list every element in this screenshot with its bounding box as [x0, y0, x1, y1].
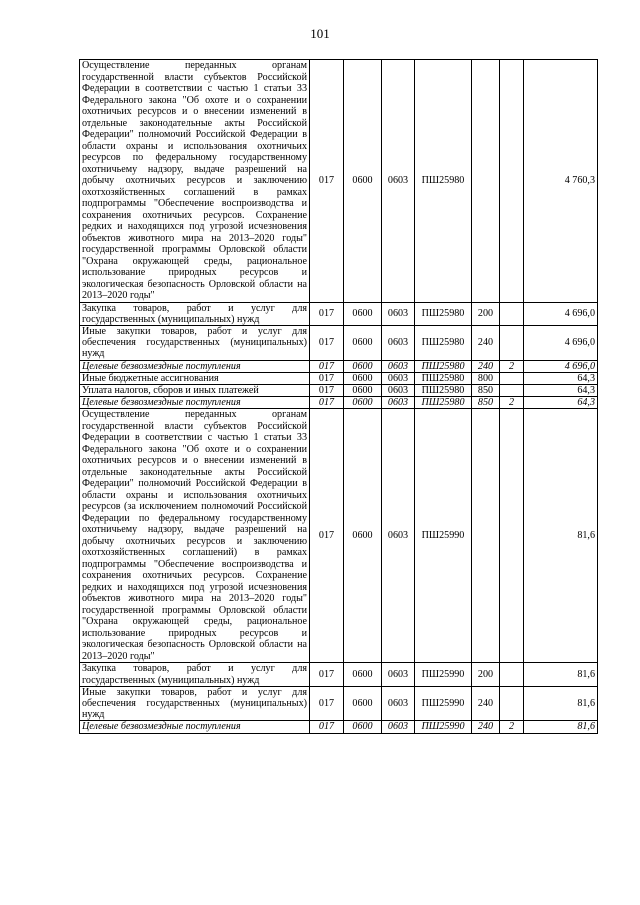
sum-cell: 4 696,0	[524, 360, 598, 372]
rz-cell: 0600	[344, 384, 382, 396]
sum-cell: 4 696,0	[524, 302, 598, 325]
row-name-cell: Закупка товаров, работ и услуг для государственных (муниципальных) нужд	[80, 302, 310, 325]
sum-cell: 81,6	[524, 721, 598, 733]
pr-cell: 0603	[382, 397, 415, 409]
csr-cell: ПШ25980	[415, 372, 472, 384]
sum-cell: 4 760,3	[524, 60, 598, 303]
gr-cell: 017	[310, 372, 344, 384]
vr-cell: 850	[472, 384, 500, 396]
pr-cell: 0603	[382, 721, 415, 733]
row-name-cell: Уплата налогов, сборов и иных платежей	[80, 384, 310, 396]
row-name-cell: Иные бюджетные ассигнования	[80, 372, 310, 384]
row-name-cell: Иные закупки товаров, работ и услуг для обеспечения государственных (муниципальных) нужд	[80, 325, 310, 360]
gr-cell: 017	[310, 60, 344, 303]
ist-cell	[500, 302, 524, 325]
gr-cell: 017	[310, 721, 344, 733]
pr-cell: 0603	[382, 686, 415, 721]
sum-cell: 81,6	[524, 409, 598, 663]
vr-cell: 240	[472, 325, 500, 360]
rz-cell: 0600	[344, 325, 382, 360]
row-name-cell: Иные закупки товаров, работ и услуг для обеспечения государственных (муниципальных) нужд	[80, 686, 310, 721]
gr-cell: 017	[310, 397, 344, 409]
rz-cell: 0600	[344, 409, 382, 663]
row-name-cell: Целевые безвозмездные поступления	[80, 721, 310, 733]
vr-cell: 850	[472, 397, 500, 409]
table-row	[80, 360, 598, 372]
csr-cell: ПШ25980	[415, 397, 472, 409]
sum-cell: 81,6	[524, 663, 598, 686]
ist-cell	[500, 384, 524, 396]
sum-cell: 4 696,0	[524, 325, 598, 360]
rz-cell: 0600	[344, 302, 382, 325]
csr-cell: ПШ25980	[415, 384, 472, 396]
rz-cell: 0600	[344, 60, 382, 303]
ist-cell	[500, 686, 524, 721]
csr-cell: ПШ25980	[415, 302, 472, 325]
pr-cell: 0603	[382, 360, 415, 372]
gr-cell: 017	[310, 325, 344, 360]
table-row	[80, 409, 598, 663]
pr-cell: 0603	[382, 325, 415, 360]
table-row	[80, 663, 598, 686]
table-row	[80, 721, 598, 733]
ist-cell	[500, 372, 524, 384]
gr-cell: 017	[310, 409, 344, 663]
vr-cell	[472, 60, 500, 303]
rz-cell: 0600	[344, 663, 382, 686]
ist-cell	[500, 663, 524, 686]
gr-cell: 017	[310, 686, 344, 721]
csr-cell: ПШ25980	[415, 60, 472, 303]
table-row	[80, 60, 598, 303]
csr-cell: ПШ25990	[415, 721, 472, 733]
vr-cell: 240	[472, 360, 500, 372]
csr-cell: ПШ25990	[415, 409, 472, 663]
row-name-cell: Закупка товаров, работ и услуг для государственных (муниципальных) нужд	[80, 663, 310, 686]
vr-cell	[472, 409, 500, 663]
row-name-cell: Целевые безвозмездные поступления	[80, 397, 310, 409]
rz-cell: 0600	[344, 360, 382, 372]
vr-cell: 240	[472, 721, 500, 733]
table-body	[80, 60, 598, 734]
vr-cell: 200	[472, 302, 500, 325]
table-row	[80, 397, 598, 409]
gr-cell: 017	[310, 360, 344, 372]
csr-cell: ПШ25980	[415, 325, 472, 360]
table-row	[80, 302, 598, 325]
page-number: 101	[310, 26, 330, 41]
pr-cell: 0603	[382, 663, 415, 686]
table-row	[80, 686, 598, 721]
ist-cell	[500, 325, 524, 360]
sum-cell: 64,3	[524, 372, 598, 384]
pr-cell: 0603	[382, 409, 415, 663]
row-name-cell: Осуществление переданных органам государственной власти субъектов Российской Федерации в соответствии с частью 1 статьи 33 Федерального закона "Об охоте и о сохранении охотничьих ресурсов и о внесении изменений в отдельные законодательные акты Российской Федерации" полномочий Российской Федерации в области охраны и использования охотничьих ресурсов (за исключением полномочий Российской Федерации по федеральному государственному охотничьему надзору, выдаче разрешений на добычу охотничьих ресурсов и заключению охотхозяйственных соглашений) в рамках подпрограммы "Обеспечение воспроизводства и сохранения охотничьих ресурсов. Сохранение редких и находящихся под угрозой исчезновения объектов животного мира на 2013–2020 годы" государственной программы Орловской области "Охрана окружающей среды, рациональное использование природных ресурсов и экологическая безопасность Орловской области на 2013–2020 годы"	[80, 409, 310, 663]
sum-cell: 64,3	[524, 397, 598, 409]
ist-cell: 2	[500, 397, 524, 409]
table-row	[80, 325, 598, 360]
rz-cell: 0600	[344, 397, 382, 409]
pr-cell: 0603	[382, 384, 415, 396]
rz-cell: 0600	[344, 721, 382, 733]
pr-cell: 0603	[382, 372, 415, 384]
ist-cell: 2	[500, 360, 524, 372]
rz-cell: 0600	[344, 372, 382, 384]
table-row	[80, 384, 598, 396]
csr-cell: ПШ25990	[415, 663, 472, 686]
row-name-cell: Целевые безвозмездные поступления	[80, 360, 310, 372]
vr-cell: 240	[472, 686, 500, 721]
row-name-cell: Осуществление переданных органам государственной власти субъектов Российской Федерации в соответствии с частью 1 статьи 33 Федерального закона "Об охоте и о сохранении охотничьих ресурсов и о внесении изменений в отдельные законодательные акты Российской Федерации" полномочий Российской Федерации в области охраны и использования охотничьих ресурсов по федеральному государственному охотничьему надзору, выдаче разрешений на добычу охотничьих ресурсов и заключению охотхозяйственных соглашений в рамках подпрограммы "Обеспечение воспроизводства и сохранения охотничьих ресурсов. Сохранение редких и находящихся под угрозой исчезновения объектов животного мира на 2013–2020 годы" государственной программы Орловской области "Охрана окружающей среды, рациональное использование природных ресурсов и экологическая безопасность Орловской области на 2013–2020 годы"	[80, 60, 310, 303]
vr-cell: 800	[472, 372, 500, 384]
gr-cell: 017	[310, 384, 344, 396]
ist-cell: 2	[500, 721, 524, 733]
table-row	[80, 372, 598, 384]
csr-cell: ПШ25980	[415, 360, 472, 372]
sum-cell: 64,3	[524, 384, 598, 396]
ist-cell	[500, 409, 524, 663]
gr-cell: 017	[310, 302, 344, 325]
rz-cell: 0600	[344, 686, 382, 721]
vr-cell: 200	[472, 663, 500, 686]
sum-cell: 81,6	[524, 686, 598, 721]
ist-cell	[500, 60, 524, 303]
budget-table	[79, 59, 598, 734]
pr-cell: 0603	[382, 302, 415, 325]
csr-cell: ПШ25990	[415, 686, 472, 721]
gr-cell: 017	[310, 663, 344, 686]
pr-cell: 0603	[382, 60, 415, 303]
